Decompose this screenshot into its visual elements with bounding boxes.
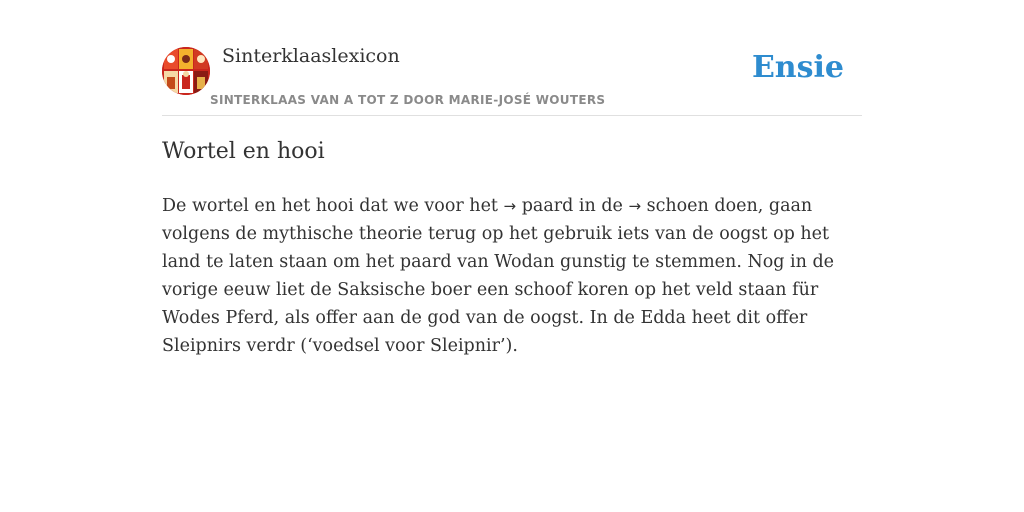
link-paard-label: paard	[516, 196, 574, 216]
right-arrow-icon: →	[503, 197, 517, 215]
avatar-image	[162, 47, 210, 95]
article-title: Wortel en hooi	[162, 139, 325, 164]
site-subtitle: SINTERKLAAS VAN A TOT Z DOOR MARIE-JOSÉ WOUTERS	[210, 93, 606, 107]
site-header	[162, 40, 862, 116]
article-body	[162, 192, 862, 360]
lexicon-avatar[interactable]	[162, 47, 210, 95]
right-arrow-icon: →	[628, 197, 642, 215]
site-title-link[interactable]: Sinterklaaslexicon	[222, 45, 400, 67]
body-text-2: in de	[573, 196, 629, 216]
link-schoen[interactable]	[628, 196, 708, 216]
body-text-3: doen, gaan volgens de mythische theorie terug op het gebruik iets van de oogst op het land te laten staan om het paard van Wodan gunstig te stemmen. Nog in de vorige eeuw liet de Saksische boer een schoof koren op het veld staan für Wodes Pferd, als offer aan de god van de oogst. In de Edda heet dit offer Sleipnirs verdr (‘voedsel voor Sleipnir’).	[162, 196, 835, 356]
link-schoen-label: schoen	[641, 196, 709, 216]
body-text-1: De wortel en het hooi dat we voor het	[162, 196, 504, 216]
link-paard[interactable]	[504, 196, 574, 216]
ensie-logo-link[interactable]: Ensie	[751, 50, 844, 85]
